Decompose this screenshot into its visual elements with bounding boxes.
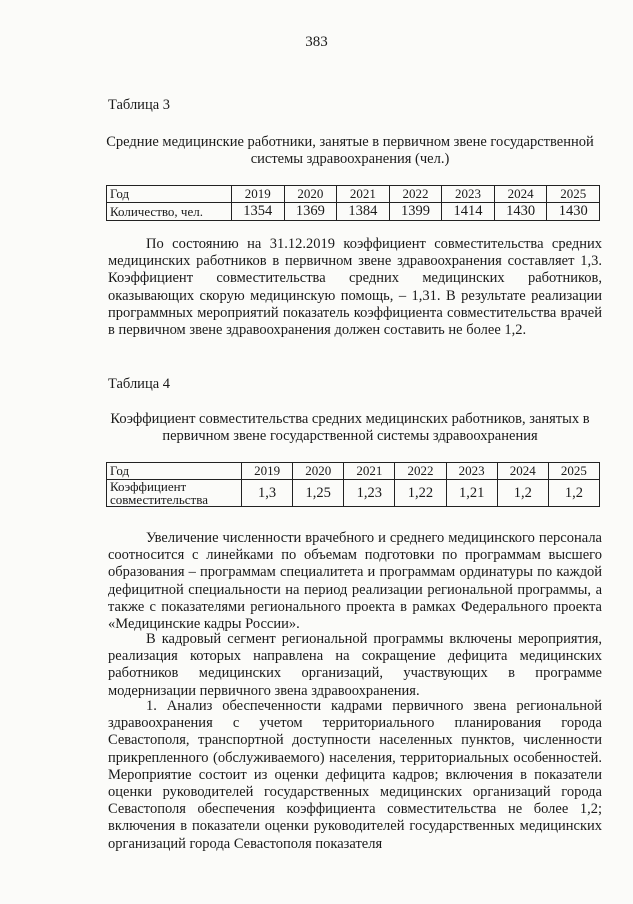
table-cell: 1369 <box>284 203 337 221</box>
paragraph-4-text: 1. Анализ обеспеченности кадрами первичного звена региональной здравоохранения с учетом территориального планирования города Севастополя, транспортной доступности населенных пунктов, численности прикрепленного (обслуживаемого) населения, территориальных особенностей. Мероприятие состоит из оценки дефицита кадров; включения в показатели оценки руководителей государственных медицинских организаций города Севастополя обеспечения коэффициента совместительства не более 1,2; включения в показатели оценки руководителей государственных медицинских организаций города Севастополя показателя <box>108 698 602 852</box>
table-cell: 1,2 <box>497 480 548 507</box>
paragraph-2 <box>108 530 602 633</box>
table-cell: 2019 <box>242 463 293 480</box>
table-cell: 2023 <box>442 186 495 203</box>
table-3-header-row <box>107 186 600 203</box>
table-cell: 1,25 <box>293 480 344 507</box>
table-cell: 1384 <box>337 203 390 221</box>
table-3 <box>106 185 600 221</box>
paragraph-1-text: По состоянию на 31.12.2019 коэффициент совместительства средних медицинских работников в первичном звене здравоохранения составляет 1,3. Коэффициент совместительства средних медицинских работников, оказывающих скорую медицинскую помощь, – 1,31. В результате реализации программных мероприятий показатель коэффициента совместительства врачей в первичном звене здравоохранения должен составить не более 1,2. <box>108 236 602 339</box>
table-cell: Год <box>107 186 232 203</box>
table-cell: Коэффициент совместительства <box>107 480 242 507</box>
table-cell: Количество, чел. <box>107 203 232 221</box>
table-cell: 2022 <box>389 186 442 203</box>
table-cell: 2020 <box>284 186 337 203</box>
table-4-header-row <box>107 463 600 480</box>
table-cell: 2021 <box>344 463 395 480</box>
table-4 <box>106 462 600 507</box>
table-cell: 2024 <box>497 463 548 480</box>
table-cell: Год <box>107 463 242 480</box>
table-cell: 1414 <box>442 203 495 221</box>
table-3-caption: Средние медицинские работники, занятые в первичном звене государственной системы здравоохранения (чел.) <box>106 134 594 167</box>
table-cell: 1,21 <box>446 480 497 507</box>
table-cell: 1,3 <box>242 480 293 507</box>
table-4-caption: Коэффициент совместительства средних медицинских работников, занятых в первичном звене государственной системы здравоохранения <box>110 411 590 444</box>
table-cell: 1354 <box>232 203 285 221</box>
table-cell: 1430 <box>547 203 600 221</box>
table-cell: 2021 <box>337 186 390 203</box>
table-cell: 2020 <box>293 463 344 480</box>
paragraph-4 <box>108 698 602 853</box>
table-3-label: Таблица 3 <box>108 97 171 113</box>
table-cell: 1,22 <box>395 480 446 507</box>
table-4-label: Таблица 4 <box>108 376 171 392</box>
table-cell: 2025 <box>548 463 599 480</box>
page-number: 383 <box>305 34 328 50</box>
table-3-data-row <box>107 203 600 221</box>
table-cell: 2024 <box>494 186 547 203</box>
table-cell: 1399 <box>389 203 442 221</box>
table-cell: 2025 <box>547 186 600 203</box>
paragraph-3-text: В кадровый сегмент региональной программы включены мероприятия, реализация которых направлена на сокращение дефицита медицинских работников медицинских организаций, участвующих в программе модернизации первичного звена здравоохранения. <box>108 631 602 699</box>
table-4-data-row <box>107 480 600 507</box>
paragraph-3 <box>108 631 602 700</box>
table-cell: 2022 <box>395 463 446 480</box>
paragraph-2-text: Увеличение численности врачебного и среднего медицинского персонала соотносится с линейками по объемам подготовки по программам высшего образования – программам специалитета и программам ординатуры по каждой дефицитной специальности на период реализации региональной программы, а также с показателями регионального проекта в рамках Федерального проекта «Медицинские кадры России». <box>108 530 602 633</box>
table-cell: 2023 <box>446 463 497 480</box>
table-cell: 2019 <box>232 186 285 203</box>
table-cell: 1,23 <box>344 480 395 507</box>
table-cell: 1430 <box>494 203 547 221</box>
table-cell: 1,2 <box>548 480 599 507</box>
paragraph-1 <box>108 236 602 339</box>
